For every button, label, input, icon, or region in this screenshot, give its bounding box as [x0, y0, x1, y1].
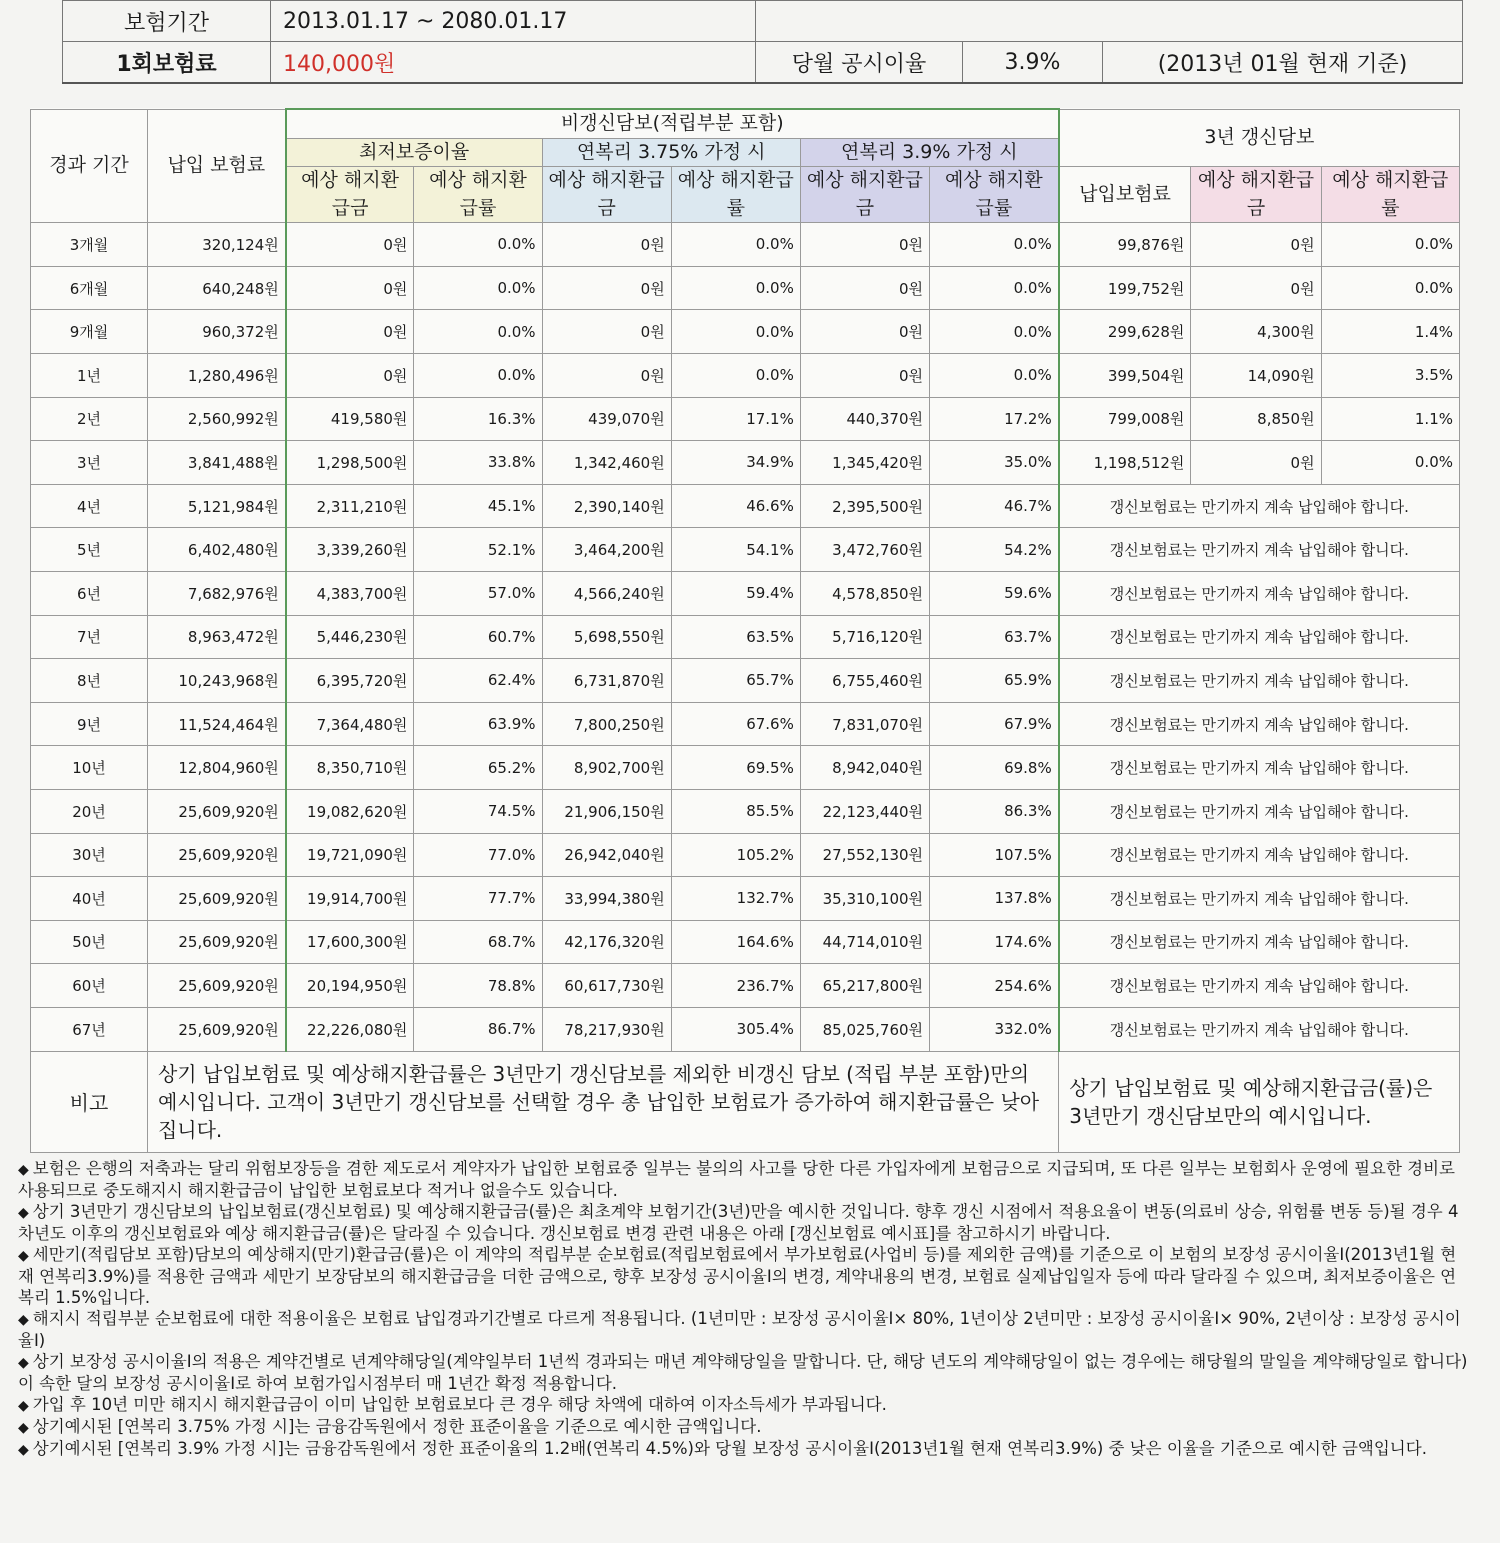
renew-refund-cell: 4,300원 — [1191, 310, 1321, 354]
rate-375-refund-cell: 0원 — [542, 266, 671, 310]
diamond-bullet-icon: ◆ — [18, 1162, 29, 1178]
rate-39-ratio-cell: 46.7% — [930, 484, 1059, 528]
rate-39-refund-cell: 35,310,100원 — [800, 877, 929, 921]
rate-39-ratio-cell: 59.6% — [930, 571, 1059, 615]
header-renewable: 3년 갱신담보 — [1059, 109, 1460, 167]
rate-375-refund-cell: 60,617,730원 — [542, 964, 671, 1008]
min-refund-cell: 0원 — [286, 310, 414, 354]
rate-39-refund-cell: 5,716,120원 — [800, 615, 929, 659]
min-refund-cell: 2,311,210원 — [286, 484, 414, 528]
rate-39-ratio-cell: 254.6% — [930, 964, 1059, 1008]
note-text: 해지시 적립부분 순보험료에 대한 적용이율은 보험료 납입경과기간별로 다르게 적용됩니다. (1년미만 : 보장성 공시이율Ⅰ× 80%, 1년이상 2년미만 : 보장성 공시이율Ⅰ× 90%, 2년이상 : 보장성 공시이율Ⅰ) — [18, 1309, 1461, 1351]
min-ratio-cell: 65.2% — [414, 746, 542, 790]
renewal-notice-cell: 갱신보험료는 만기까지 계속 납입해야 합니다. — [1059, 659, 1460, 703]
min-ratio-cell: 60.7% — [414, 615, 542, 659]
paid-premium-cell: 12,804,960원 — [147, 746, 285, 790]
rate-39-ratio-cell: 107.5% — [930, 833, 1059, 877]
renew-ratio-cell: 1.4% — [1321, 310, 1459, 354]
header-39-ratio: 예상 해지환급률 — [930, 167, 1059, 223]
rate-375-refund-cell: 4,566,240원 — [542, 571, 671, 615]
min-ratio-cell: 78.8% — [414, 964, 542, 1008]
paid-premium-cell: 25,609,920원 — [147, 1007, 285, 1051]
note-item — [18, 1158, 1468, 1201]
header-nonrenewable: 비갱신담보(적립부분 포함) — [286, 109, 1059, 138]
period-cell: 5년 — [31, 528, 148, 572]
paid-premium-cell: 6,402,480원 — [147, 528, 285, 572]
rate-39-ratio-cell: 137.8% — [930, 877, 1059, 921]
rate-375-refund-cell: 0원 — [542, 353, 671, 397]
min-ratio-cell: 0.0% — [414, 310, 542, 354]
period-cell: 4년 — [31, 484, 148, 528]
paid-premium-cell: 10,243,968원 — [147, 659, 285, 703]
min-refund-cell: 8,350,710원 — [286, 746, 414, 790]
rate-375-refund-cell: 26,942,040원 — [542, 833, 671, 877]
rate-375-refund-cell: 6,731,870원 — [542, 659, 671, 703]
renewal-notice-cell: 갱신보험료는 만기까지 계속 납입해야 합니다. — [1059, 484, 1460, 528]
period-cell: 60년 — [31, 964, 148, 1008]
paid-premium-cell: 5,121,984원 — [147, 484, 285, 528]
table-row — [31, 659, 1460, 703]
table-row — [31, 964, 1460, 1008]
min-refund-cell: 7,364,480원 — [286, 702, 414, 746]
min-ratio-cell: 63.9% — [414, 702, 542, 746]
rate-375-refund-cell: 1,342,460원 — [542, 441, 671, 485]
min-refund-cell: 0원 — [286, 266, 414, 310]
paid-premium-cell: 8,963,472원 — [147, 615, 285, 659]
header-renew-refund: 예상 해지환급금 — [1191, 167, 1321, 223]
table-row — [31, 877, 1460, 921]
min-ratio-cell: 45.1% — [414, 484, 542, 528]
rate-39-ratio-cell: 17.2% — [930, 397, 1059, 441]
min-refund-cell: 4,383,700원 — [286, 571, 414, 615]
notes-list — [18, 1158, 1468, 1460]
rate-375-refund-cell: 439,070원 — [542, 397, 671, 441]
note-item — [18, 1308, 1468, 1351]
table-row — [31, 571, 1460, 615]
rate-39-refund-cell: 0원 — [800, 223, 929, 267]
rate-39-refund-cell: 22,123,440원 — [800, 789, 929, 833]
rate-375-refund-cell: 0원 — [542, 310, 671, 354]
note-text: 상기 보장성 공시이율Ⅰ의 적용은 계약건별로 년계약해당일(계약일부터 1년씩 경과되는 매년 계약해당일을 말합니다. 단, 해당 년도의 계약해당일이 없는 경우에는 해당월의 말일을 계약해당일로 합니다)이 속한 달의 보장성 공시이율Ⅰ로 하여 보험가입시점부터 매 1년간 확정 적용합니다. — [18, 1352, 1468, 1394]
period-cell: 50년 — [31, 920, 148, 964]
rate-39-refund-cell: 440,370원 — [800, 397, 929, 441]
renew-paid-cell: 1,198,512원 — [1059, 441, 1191, 485]
min-refund-cell: 19,914,700원 — [286, 877, 414, 921]
period-cell: 9년 — [31, 702, 148, 746]
min-ratio-cell: 57.0% — [414, 571, 542, 615]
header-375-refund: 예상 해지환급금 — [542, 167, 671, 223]
rate-375-refund-cell: 21,906,150원 — [542, 789, 671, 833]
renewal-notice-cell: 갱신보험료는 만기까지 계속 납입해야 합니다. — [1059, 1007, 1460, 1051]
note-text: 가입 후 10년 미만 해지시 해지환급금이 이미 납입한 보험료보다 큰 경우 해당 차액에 대하여 이자소득세가 부과됩니다. — [32, 1395, 887, 1415]
note-item — [18, 1201, 1468, 1244]
min-ratio-cell: 77.7% — [414, 877, 542, 921]
rate-375-ratio-cell: 305.4% — [671, 1007, 800, 1051]
min-refund-cell: 17,600,300원 — [286, 920, 414, 964]
renew-ratio-cell: 0.0% — [1321, 266, 1459, 310]
min-refund-cell: 3,339,260원 — [286, 528, 414, 572]
table-row — [31, 223, 1460, 267]
renewal-notice-cell: 갱신보험료는 만기까지 계속 납입해야 합니다. — [1059, 789, 1460, 833]
note-item — [18, 1438, 1468, 1460]
note-text: 세만기(적립담보 포함)담보의 예상해지(만기)환급금(률)은 이 계약의 적립부분 순보험료(적립보험료에서 부가보험료(사업비 등)를 제외한 금액)를 기준으로 이 보험의 보장성 공시이율Ⅰ(2013년1월 현재 연복리3.9%)를 적용한 금액과 세만기 보장담보의 해지환급금을 더한 금액으로, 향후 보장성 공시이율Ⅰ의 변경, 계약내용의 변경, 보험료 실제납입일자 등에 따라 달라질 수 있으며, 최저보증이율은 연복리 1.5%입니다. — [18, 1245, 1457, 1308]
refund-table — [30, 108, 1460, 1153]
premium-label: 1회보험료 — [63, 42, 271, 84]
renew-refund-cell: 0원 — [1191, 266, 1321, 310]
paid-premium-cell: 7,682,976원 — [147, 571, 285, 615]
table-row — [31, 789, 1460, 833]
min-ratio-cell: 0.0% — [414, 353, 542, 397]
min-refund-cell: 20,194,950원 — [286, 964, 414, 1008]
header-min-ratio: 예상 해지환급률 — [414, 167, 542, 223]
renew-paid-cell: 799,008원 — [1059, 397, 1191, 441]
min-refund-cell: 22,226,080원 — [286, 1007, 414, 1051]
min-refund-cell: 5,446,230원 — [286, 615, 414, 659]
period-cell: 20년 — [31, 789, 148, 833]
insurance-period-value: 2013.01.17 ~ 2080.01.17 — [271, 1, 756, 42]
header-period: 경과 기간 — [31, 109, 148, 223]
period-cell: 2년 — [31, 397, 148, 441]
min-ratio-cell: 0.0% — [414, 266, 542, 310]
period-cell: 10년 — [31, 746, 148, 790]
rate-39-ratio-cell: 35.0% — [930, 441, 1059, 485]
rate-39-refund-cell: 8,942,040원 — [800, 746, 929, 790]
diamond-bullet-icon: ◆ — [18, 1442, 29, 1458]
diamond-bullet-icon: ◆ — [18, 1420, 29, 1437]
rate-39-refund-cell: 6,755,460원 — [800, 659, 929, 703]
renew-paid-cell: 99,876원 — [1059, 223, 1191, 267]
min-refund-cell: 1,298,500원 — [286, 441, 414, 485]
diamond-bullet-icon: ◆ — [18, 1248, 29, 1265]
table-row — [31, 920, 1460, 964]
announced-rate-basis: (2013년 01월 현재 기준) — [1103, 42, 1463, 84]
rate-39-refund-cell: 0원 — [800, 310, 929, 354]
renew-refund-cell: 8,850원 — [1191, 397, 1321, 441]
table-row — [31, 1007, 1460, 1051]
min-ratio-cell: 33.8% — [414, 441, 542, 485]
remarks-renewable: 상기 납입보험료 및 예상해지환급금(률)은 3년만기 갱신담보만의 예시입니다. — [1059, 1051, 1460, 1152]
diamond-bullet-icon: ◆ — [18, 1205, 29, 1222]
period-cell: 3년 — [31, 441, 148, 485]
rate-375-refund-cell: 0원 — [542, 223, 671, 267]
period-cell: 1년 — [31, 353, 148, 397]
table-row — [31, 833, 1460, 877]
rate-375-ratio-cell: 132.7% — [671, 877, 800, 921]
rate-39-refund-cell: 2,395,500원 — [800, 484, 929, 528]
rate-375-ratio-cell: 105.2% — [671, 833, 800, 877]
policy-summary-table — [62, 0, 1463, 84]
rate-375-ratio-cell: 34.9% — [671, 441, 800, 485]
header-rate-39: 연복리 3.9% 가정 시 — [800, 138, 1058, 167]
min-ratio-cell: 86.7% — [414, 1007, 542, 1051]
rate-375-ratio-cell: 69.5% — [671, 746, 800, 790]
rate-375-ratio-cell: 0.0% — [671, 353, 800, 397]
rate-375-ratio-cell: 54.1% — [671, 528, 800, 572]
rate-375-refund-cell: 3,464,200원 — [542, 528, 671, 572]
renew-paid-cell: 399,504원 — [1059, 353, 1191, 397]
rate-375-ratio-cell: 65.7% — [671, 659, 800, 703]
paid-premium-cell: 2,560,992원 — [147, 397, 285, 441]
note-item — [18, 1394, 1468, 1416]
table-row — [31, 528, 1460, 572]
paid-premium-cell: 320,124원 — [147, 223, 285, 267]
rate-39-refund-cell: 3,472,760원 — [800, 528, 929, 572]
note-text: 상기 3년만기 갱신담보의 납입보험료(갱신보험료) 및 예상해지환급금(률)은 최초계약 보험기간(3년)만을 예시한 것입니다. 향후 갱신 시점에서 적용요율이 변동(의료비 상승, 위험률 변동 등)될 경우 4차년도 이후의 갱신보험료와 예상 해지환급금(률)은 달라질 수 있습니다. 갱신보험료 변경 관련 내용은 아래 [갱신보험료 예시표]를 참고하시기 바랍니다. — [18, 1202, 1459, 1243]
rate-39-ratio-cell: 332.0% — [930, 1007, 1059, 1051]
renewal-notice-cell: 갱신보험료는 만기까지 계속 납입해야 합니다. — [1059, 528, 1460, 572]
rate-39-ratio-cell: 0.0% — [930, 266, 1059, 310]
rate-375-ratio-cell: 164.6% — [671, 920, 800, 964]
rate-39-ratio-cell: 54.2% — [930, 528, 1059, 572]
min-ratio-cell: 16.3% — [414, 397, 542, 441]
rate-39-refund-cell: 0원 — [800, 266, 929, 310]
header-min-refund: 예상 해지환급금 — [286, 167, 414, 223]
rate-375-refund-cell: 33,994,380원 — [542, 877, 671, 921]
rate-375-ratio-cell: 46.6% — [671, 484, 800, 528]
rate-39-ratio-cell: 63.7% — [930, 615, 1059, 659]
premium-value: 140,000원 — [271, 42, 756, 84]
rate-39-ratio-cell: 0.0% — [930, 353, 1059, 397]
min-refund-cell: 0원 — [286, 223, 414, 267]
renewal-notice-cell: 갱신보험료는 만기까지 계속 납입해야 합니다. — [1059, 746, 1460, 790]
min-ratio-cell: 74.5% — [414, 789, 542, 833]
header-paid-premium: 납입 보험료 — [147, 109, 285, 223]
rate-375-ratio-cell: 63.5% — [671, 615, 800, 659]
renew-paid-cell: 299,628원 — [1059, 310, 1191, 354]
rate-39-refund-cell: 4,578,850원 — [800, 571, 929, 615]
note-item — [18, 1416, 1468, 1438]
min-ratio-cell: 77.0% — [414, 833, 542, 877]
rate-375-refund-cell: 5,698,550원 — [542, 615, 671, 659]
period-cell: 9개월 — [31, 310, 148, 354]
note-text: 상기예시된 [연복리 3.75% 가정 시]는 금융감독원에서 정한 표준이율을 기준으로 예시한 금액입니다. — [32, 1417, 762, 1437]
min-refund-cell: 19,721,090원 — [286, 833, 414, 877]
min-ratio-cell: 68.7% — [414, 920, 542, 964]
rate-39-ratio-cell: 0.0% — [930, 310, 1059, 354]
renew-paid-cell: 199,752원 — [1059, 266, 1191, 310]
rate-375-refund-cell: 42,176,320원 — [542, 920, 671, 964]
rate-39-ratio-cell: 174.6% — [930, 920, 1059, 964]
rate-375-ratio-cell: 59.4% — [671, 571, 800, 615]
rate-39-ratio-cell: 69.8% — [930, 746, 1059, 790]
table-row — [31, 702, 1460, 746]
header-renew-paid: 납입보험료 — [1059, 167, 1191, 223]
diamond-bullet-icon: ◆ — [18, 1355, 29, 1372]
paid-premium-cell: 25,609,920원 — [147, 833, 285, 877]
rate-39-ratio-cell: 86.3% — [930, 789, 1059, 833]
rate-39-ratio-cell: 67.9% — [930, 702, 1059, 746]
renewal-notice-cell: 갱신보험료는 만기까지 계속 납입해야 합니다. — [1059, 877, 1460, 921]
period-cell: 30년 — [31, 833, 148, 877]
period-cell: 6년 — [31, 571, 148, 615]
rate-375-ratio-cell: 17.1% — [671, 397, 800, 441]
rate-39-ratio-cell: 65.9% — [930, 659, 1059, 703]
paid-premium-cell: 640,248원 — [147, 266, 285, 310]
rate-375-refund-cell: 8,902,700원 — [542, 746, 671, 790]
table-row — [31, 353, 1460, 397]
table-row — [31, 746, 1460, 790]
remarks-label: 비고 — [31, 1051, 148, 1152]
table-row — [31, 484, 1460, 528]
paid-premium-cell: 25,609,920원 — [147, 789, 285, 833]
period-cell: 40년 — [31, 877, 148, 921]
min-refund-cell: 419,580원 — [286, 397, 414, 441]
min-ratio-cell: 62.4% — [414, 659, 542, 703]
table-row — [31, 310, 1460, 354]
diamond-bullet-icon: ◆ — [18, 1398, 29, 1415]
renewal-notice-cell: 갱신보험료는 만기까지 계속 납입해야 합니다. — [1059, 964, 1460, 1008]
min-refund-cell: 19,082,620원 — [286, 789, 414, 833]
header-39-refund: 예상 해지환급금 — [800, 167, 929, 223]
header-375-ratio: 예상 해지환급률 — [671, 167, 800, 223]
rate-39-refund-cell: 44,714,010원 — [800, 920, 929, 964]
note-item — [18, 1244, 1468, 1308]
paid-premium-cell: 960,372원 — [147, 310, 285, 354]
rate-375-ratio-cell: 85.5% — [671, 789, 800, 833]
min-ratio-cell: 0.0% — [414, 223, 542, 267]
renew-ratio-cell: 1.1% — [1321, 397, 1459, 441]
announced-rate-label: 당월 공시이율 — [756, 42, 963, 84]
renewal-notice-cell: 갱신보험료는 만기까지 계속 납입해야 합니다. — [1059, 615, 1460, 659]
rate-39-ratio-cell: 0.0% — [930, 223, 1059, 267]
renewal-notice-cell: 갱신보험료는 만기까지 계속 납입해야 합니다. — [1059, 702, 1460, 746]
rate-39-refund-cell: 85,025,760원 — [800, 1007, 929, 1051]
remarks-nonrenewable: 상기 납입보험료 및 예상해지환급률은 3년만기 갱신담보를 제외한 비갱신 담보 (적립 부분 포함)만의 예시입니다. 고객이 3년만기 갱신담보를 선택할 경우 총 납입한 보험료가 증가하여 해지환급률은 낮아집니다. — [147, 1051, 1058, 1152]
renew-ratio-cell: 0.0% — [1321, 223, 1459, 267]
diamond-bullet-icon: ◆ — [18, 1312, 29, 1329]
refund-table-body — [31, 223, 1460, 1051]
paid-premium-cell: 25,609,920원 — [147, 964, 285, 1008]
header-renew-ratio: 예상 해지환급률 — [1321, 167, 1459, 223]
rate-375-ratio-cell: 67.6% — [671, 702, 800, 746]
rate-39-refund-cell: 7,831,070원 — [800, 702, 929, 746]
period-cell: 6개월 — [31, 266, 148, 310]
period-cell: 67년 — [31, 1007, 148, 1051]
rate-375-ratio-cell: 0.0% — [671, 266, 800, 310]
summary-empty-cell — [756, 1, 1463, 42]
rate-375-refund-cell: 2,390,140원 — [542, 484, 671, 528]
table-row — [31, 441, 1460, 485]
rate-39-refund-cell: 1,345,420원 — [800, 441, 929, 485]
min-ratio-cell: 52.1% — [414, 528, 542, 572]
rate-39-refund-cell: 65,217,800원 — [800, 964, 929, 1008]
paid-premium-cell: 25,609,920원 — [147, 877, 285, 921]
period-cell: 3개월 — [31, 223, 148, 267]
rate-375-refund-cell: 7,800,250원 — [542, 702, 671, 746]
period-cell: 7년 — [31, 615, 148, 659]
renew-refund-cell: 0원 — [1191, 223, 1321, 267]
paid-premium-cell: 3,841,488원 — [147, 441, 285, 485]
renew-ratio-cell: 3.5% — [1321, 353, 1459, 397]
announced-rate-value: 3.9% — [963, 42, 1103, 84]
renewal-notice-cell: 갱신보험료는 만기까지 계속 납입해야 합니다. — [1059, 920, 1460, 964]
rate-39-refund-cell: 0원 — [800, 353, 929, 397]
note-item — [18, 1351, 1468, 1394]
rate-375-ratio-cell: 236.7% — [671, 964, 800, 1008]
table-row — [31, 266, 1460, 310]
rate-375-ratio-cell: 0.0% — [671, 310, 800, 354]
note-text: 상기예시된 [연복리 3.9% 가정 시]는 금융감독원에서 정한 표준이율의 1.2배(연복리 4.5%)와 당월 보장성 공시이율Ⅰ(2013년1월 현재 연복리3.9%) 중 낮은 이율을 기준으로 예시한 금액입니다. — [32, 1439, 1427, 1458]
renew-ratio-cell: 0.0% — [1321, 441, 1459, 485]
rate-39-refund-cell: 27,552,130원 — [800, 833, 929, 877]
note-text: 보험은 은행의 저축과는 달리 위험보장등을 겸한 제도로서 계약자가 납입한 보험료중 일부는 불의의 사고를 당한 다른 가입자에게 보험금으로 지급되며, 또 다른 일부는 보험회사 운영에 필요한 경비로 사용되므로 중도해지시 해지환급금이 납입한 보험료보다 적거나 없을수도 있습니다. — [18, 1159, 1455, 1200]
header-min-guaranteed: 최저보증이율 — [286, 138, 542, 167]
rate-375-refund-cell: 78,217,930원 — [542, 1007, 671, 1051]
period-cell: 8년 — [31, 659, 148, 703]
renewal-notice-cell: 갱신보험료는 만기까지 계속 납입해야 합니다. — [1059, 833, 1460, 877]
min-refund-cell: 6,395,720원 — [286, 659, 414, 703]
renewal-notice-cell: 갱신보험료는 만기까지 계속 납입해야 합니다. — [1059, 571, 1460, 615]
insurance-period-label: 보험기간 — [63, 1, 271, 42]
table-row — [31, 397, 1460, 441]
paid-premium-cell: 1,280,496원 — [147, 353, 285, 397]
paid-premium-cell: 11,524,464원 — [147, 702, 285, 746]
min-refund-cell: 0원 — [286, 353, 414, 397]
header-rate-375: 연복리 3.75% 가정 시 — [542, 138, 800, 167]
paid-premium-cell: 25,609,920원 — [147, 920, 285, 964]
rate-375-ratio-cell: 0.0% — [671, 223, 800, 267]
table-row — [31, 615, 1460, 659]
renew-refund-cell: 14,090원 — [1191, 353, 1321, 397]
renew-refund-cell: 0원 — [1191, 441, 1321, 485]
